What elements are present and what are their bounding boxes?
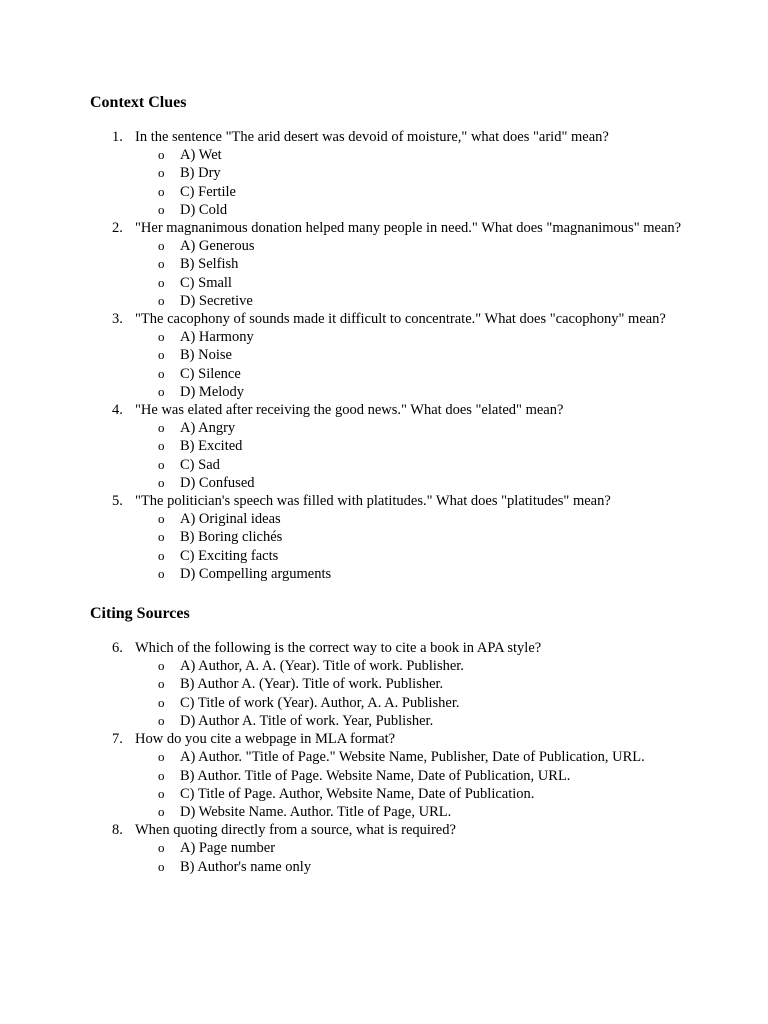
question-text: When quoting directly from a source, what is required? xyxy=(135,822,456,839)
bullet-icon: o xyxy=(158,658,165,674)
bullet-icon: o xyxy=(158,840,165,856)
option-list xyxy=(135,419,690,492)
bullet-icon: o xyxy=(158,147,165,163)
question-item xyxy=(90,821,690,876)
bullet-icon: o xyxy=(158,511,165,527)
question-item xyxy=(90,639,690,730)
question-text: "He was elated after receiving the good news." What does "elated" mean? xyxy=(135,402,564,419)
question-text: "The cacophony of sounds made it difficult to concentrate." What does "cacophony" mean? xyxy=(135,311,666,328)
question-text: How do you cite a webpage in MLA format? xyxy=(135,731,396,748)
question-item xyxy=(90,310,690,401)
question-list xyxy=(90,128,690,583)
question-list xyxy=(90,639,690,876)
answer-option: o B) Author. Title of Page. Website Name, Date of Publication, URL. xyxy=(158,767,571,784)
answer-option: o A) Generous xyxy=(158,238,255,255)
answer-option: o B) Author A. (Year). Title of work. Publisher. xyxy=(158,676,444,693)
answer-option: o C) Fertile xyxy=(158,183,236,200)
question-item xyxy=(90,492,690,583)
answer-option: o C) Silence xyxy=(158,365,241,382)
bullet-icon: o xyxy=(158,420,165,436)
question-item xyxy=(90,219,690,310)
document-page xyxy=(90,92,690,876)
bullet-icon: o xyxy=(158,238,165,254)
bullet-icon: o xyxy=(158,329,165,345)
option-list xyxy=(135,328,690,401)
option-list xyxy=(135,146,690,219)
question-text: In the sentence "The arid desert was devoid of moisture," what does "arid" mean? xyxy=(135,129,609,145)
question-item xyxy=(90,730,690,821)
answer-option: o B) Boring clichés xyxy=(158,529,283,546)
answer-option: o D) Secretive xyxy=(158,292,253,309)
answer-option: o A) Page number xyxy=(158,840,276,857)
bullet-icon: o xyxy=(158,547,165,563)
question-number: 2. xyxy=(112,220,123,237)
question-text: "Her magnanimous donation helped many people in need." What does "magnanimous" mean? xyxy=(135,220,682,237)
section-context-clues xyxy=(90,92,690,583)
answer-option: o D) Confused xyxy=(158,474,255,491)
answer-option: o B) Author's name only xyxy=(158,858,312,875)
answer-option: o C) Exciting facts xyxy=(158,547,279,564)
section-title: Citing Sources xyxy=(90,605,190,623)
question-number: 8. xyxy=(112,822,123,839)
question-number: 5. xyxy=(112,493,123,510)
answer-option: o D) Website Name. Author. Title of Page, URL. xyxy=(158,803,452,820)
answer-option: o C) Sad xyxy=(158,456,220,473)
answer-option: o B) Selfish xyxy=(158,256,239,273)
answer-option: o A) Original ideas xyxy=(158,511,281,528)
bullet-icon: o xyxy=(158,201,165,217)
answer-option: o D) Melody xyxy=(158,383,245,400)
option-list xyxy=(135,237,690,310)
bullet-icon: o xyxy=(158,474,165,490)
answer-option: o D) Cold xyxy=(158,201,228,218)
answer-option: o C) Small xyxy=(158,274,232,291)
answer-option: o A) Harmony xyxy=(158,329,254,346)
section-title: Context Clues xyxy=(90,94,187,111)
bullet-icon: o xyxy=(158,529,165,545)
option-list xyxy=(135,748,690,821)
bullet-icon: o xyxy=(158,803,165,819)
bullet-icon: o xyxy=(158,438,165,454)
bullet-icon: o xyxy=(158,292,165,308)
question-number: 4. xyxy=(112,402,123,419)
bullet-icon: o xyxy=(158,456,165,472)
answer-option: o B) Noise xyxy=(158,347,232,364)
answer-option: o D) Author A. Title of work. Year, Publisher. xyxy=(158,712,434,729)
bullet-icon: o xyxy=(158,694,165,710)
question-number: 7. xyxy=(112,731,123,748)
question-item xyxy=(90,128,690,219)
answer-option: o B) Dry xyxy=(158,165,221,182)
question-text: Which of the following is the correct way to cite a book in APA style? xyxy=(135,640,542,657)
bullet-icon: o xyxy=(158,383,165,399)
bullet-icon: o xyxy=(158,749,165,765)
answer-option: o C) Title of work (Year). Author, A. A. Publisher. xyxy=(158,694,460,711)
answer-option: o A) Author, A. A. (Year). Title of work. Publisher. xyxy=(158,658,464,675)
bullet-icon: o xyxy=(158,785,165,801)
question-item xyxy=(90,401,690,492)
option-list xyxy=(135,839,690,875)
bullet-icon: o xyxy=(158,165,165,181)
bullet-icon: o xyxy=(158,256,165,272)
bullet-icon: o xyxy=(158,712,165,728)
question-text: "The politician's speech was filled with platitudes." What does "platitudes" mean? xyxy=(135,493,611,510)
bullet-icon: o xyxy=(158,365,165,381)
bullet-icon: o xyxy=(158,565,165,581)
answer-option: o C) Title of Page. Author, Website Name, Date of Publication. xyxy=(158,785,535,802)
bullet-icon: o xyxy=(158,274,165,290)
option-list xyxy=(135,657,690,730)
option-list xyxy=(135,510,690,583)
question-number: 6. xyxy=(112,640,123,657)
bullet-icon: o xyxy=(158,347,165,363)
answer-option: o A) Angry xyxy=(158,420,236,437)
bullet-icon: o xyxy=(158,676,165,692)
question-number: 3. xyxy=(112,311,123,328)
bullet-icon: o xyxy=(158,858,165,874)
section-citing-sources xyxy=(90,603,690,876)
bullet-icon: o xyxy=(158,767,165,783)
bullet-icon: o xyxy=(158,183,165,199)
answer-option: o B) Excited xyxy=(158,438,243,455)
answer-option: o A) Wet xyxy=(158,147,222,164)
answer-option: o A) Author. "Title of Page." Website Name, Publisher, Date of Publication, URL. xyxy=(158,749,645,766)
answer-option: o D) Compelling arguments xyxy=(158,565,332,582)
question-number: 1. xyxy=(112,129,123,145)
